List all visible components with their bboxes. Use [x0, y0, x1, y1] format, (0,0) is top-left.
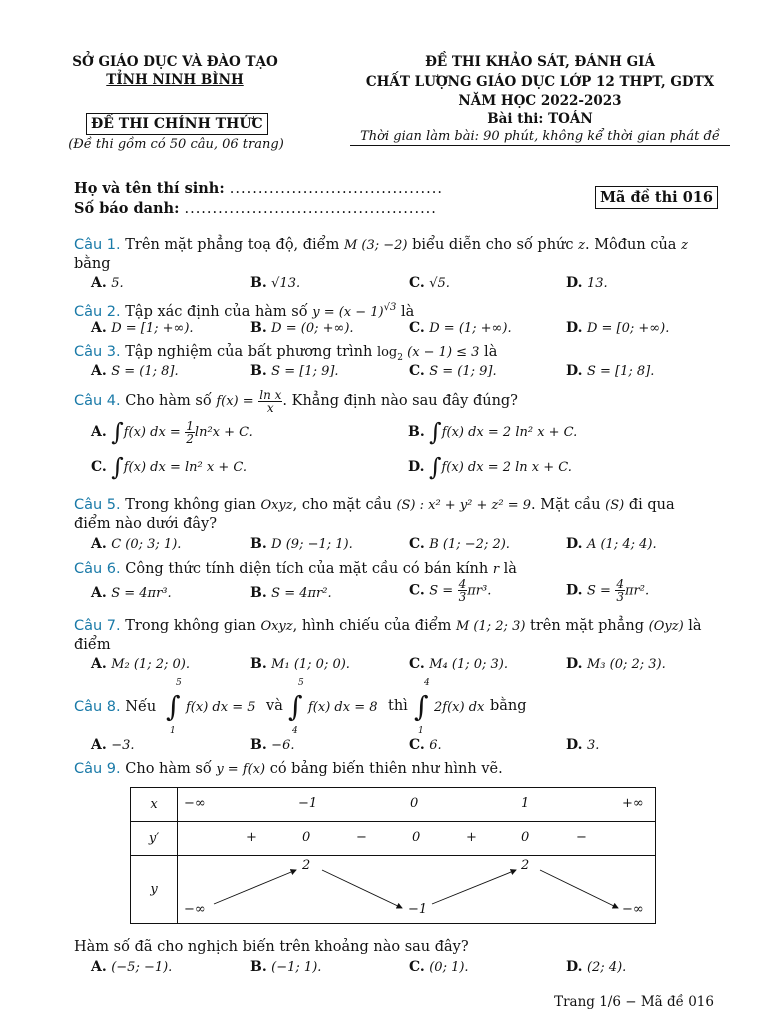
q7-option-c[interactable]: C. M₄ (1; 0; 3). [409, 656, 509, 672]
q9-option-a[interactable]: A. (−5; −1). [91, 959, 173, 975]
integral-1: 5 ∫ 1 f(x) dx = 5 [166, 678, 256, 736]
q9-option-b[interactable]: B. (−1; 1). [250, 959, 322, 975]
q4-option-d[interactable]: D. ∫f(x) dx = 2 ln x + C. [408, 453, 572, 481]
q7-option-d[interactable]: D. M₃ (0; 2; 3). [566, 656, 666, 672]
school-year: NĂM HỌC 2022-2023 [458, 93, 622, 109]
page-footer: Trang 1/6 − Mã đề 016 [554, 994, 714, 1010]
q8-option-a[interactable]: A. −3. [91, 737, 135, 753]
q8-option-d[interactable]: D. 3. [566, 737, 600, 753]
q3-option-c[interactable]: C. S = (1; 9]. [409, 363, 497, 379]
q5-option-a[interactable]: A. C (0; 3; 1). [91, 536, 182, 552]
q6-option-c[interactable]: C. S = $\frac{4}{3}$ πr³. [409, 577, 492, 604]
question-9: Câu 9. Cho hàm số y = f(x) có bảng biến thiên như hình vẽ. [74, 761, 503, 777]
exam-title-line1: ĐỀ THI KHẢO SÁT, ĐÁNH GIÁ [425, 54, 655, 70]
official-exam-badge: ĐỀ THI CHÍNH THỨC [86, 116, 268, 132]
x-row-values: −∞ −1 0 1 +∞ [178, 788, 656, 822]
question-7: Câu 7. Trong không gian Oxyz, hình chiếu của điểm M (1; 2; 3) trên mặt phẳng (Oyz) là điểm [74, 618, 702, 653]
q1-option-b[interactable]: B. √13. [250, 275, 301, 291]
q4-option-b[interactable]: B. ∫f(x) dx = 2 ln² x + C. [408, 418, 578, 446]
integral-2: 5 ∫ 4 f(x) dx = 8 [288, 678, 378, 736]
q3-option-b[interactable]: B. S = [1; 9]. [250, 363, 339, 379]
subject: Bài thi: TOÁN [487, 111, 593, 127]
q1-option-c[interactable]: C. √5. [409, 275, 450, 291]
q6-option-d[interactable]: D. S = $\frac{4}{3}$ πr². [566, 577, 650, 604]
candidate-id-line: Số báo danh: ............................................. [74, 200, 437, 217]
q5-option-c[interactable]: C. B (1; −2; 2). [409, 536, 510, 552]
q9-option-c[interactable]: C. (0; 1). [409, 959, 469, 975]
q2-option-b[interactable]: B. D = (0; +∞). [250, 320, 354, 336]
question-3: Câu 3. Tập nghiệm của bất phương trình $\log_2 (x - 1) \le 3$ là [74, 344, 498, 363]
y-row-label: y [131, 856, 178, 924]
q5-option-b[interactable]: B. D (9; −1; 1). [250, 536, 353, 552]
q3-option-d[interactable]: D. S = [1; 8]. [566, 363, 655, 379]
question-4: Câu 4. Cho hàm số f(x) = $\frac{\text{ln x}}{x}$ . Khẳng định nào sau đây đúng? [74, 387, 518, 415]
y-row-values: −∞ 2 −1 2 −∞ [178, 856, 656, 924]
question-6: Câu 6. Công thức tính diện tích của mặt cầu có bán kính r là [74, 561, 517, 577]
q2-option-a[interactable]: A. D = [1; +∞). [91, 320, 194, 336]
q3-option-a[interactable]: A. S = (1; 8]. [91, 363, 179, 379]
q8-tail: bằng [490, 698, 527, 714]
question-2: Câu 2. Tập xác định của hàm số $y = (x - 1)^{√3}$ là [74, 302, 415, 320]
variation-table [130, 787, 656, 924]
question-5: Câu 5. Trong không gian Oxyz, cho mặt cầu (S) : x² + y² + z² = 9. Mặt cầu (S) đi qua điểm nào dưới đây? [74, 497, 675, 532]
exam-title-line2: CHẤT LƯỢNG GIÁO DỤC LỚP 12 THPT, GDTX [365, 74, 715, 90]
x-row-label: x [131, 788, 178, 822]
yprime-row-values: + 0 − 0 + 0 − [178, 822, 656, 856]
integral-3: 4 ∫ 1 2f(x) dx [414, 678, 485, 736]
q8-option-b[interactable]: B. −6. [250, 737, 295, 753]
exam-page-note: (Đề thi gồm có 50 câu, 06 trang) [68, 137, 284, 152]
q7-option-b[interactable]: B. M₁ (1; 0; 0). [250, 656, 350, 672]
q6-option-b[interactable]: B. S = 4πr². [250, 585, 332, 601]
q8-connector-then: thì [388, 698, 408, 714]
q9-option-d[interactable]: D. (2; 4). [566, 959, 627, 975]
q8-connector-and: và [266, 698, 283, 714]
question-1: Câu 1. Trên mặt phẳng toạ độ, điểm M (3; −2) biểu diễn cho số phức z. Môđun của z bằng [74, 237, 688, 272]
question-9-prompt: Hàm số đã cho nghịch biến trên khoảng nào sau đây? [74, 939, 469, 955]
q1-option-a[interactable]: A. 5. [91, 275, 124, 291]
q5-option-d[interactable]: D. A (1; 4; 4). [566, 536, 657, 552]
q4-option-c[interactable]: C. ∫f(x) dx = ln² x + C. [91, 453, 247, 481]
q7-option-a[interactable]: A. M₂ (1; 2; 0). [91, 656, 190, 672]
exam-duration: Thời gian làm bài: 90 phút, không kể thời gian phát đề [350, 129, 730, 146]
question-8: Câu 8. Nếu [74, 699, 157, 715]
province-name: TỈNH NINH BÌNH [106, 72, 244, 88]
department-name: SỞ GIÁO DỤC VÀ ĐÀO TẠO [72, 54, 278, 70]
q2-option-c[interactable]: C. D = (1; +∞). [409, 320, 512, 336]
q4-option-a[interactable]: A. ∫f(x) dx = $\frac{1}{2}$ ln²x + C. [91, 418, 253, 446]
q8-option-c[interactable]: C. 6. [409, 737, 442, 753]
q2-option-d[interactable]: D. D = [0; +∞). [566, 320, 670, 336]
exam-code-box: Mã đề thi 016 [595, 189, 718, 206]
q6-option-a[interactable]: A. S = 4πr³. [91, 585, 172, 601]
candidate-name-line: Họ và tên thí sinh: ...................................... [74, 180, 443, 197]
yprime-row-label: y′ [131, 822, 178, 856]
q1-option-d[interactable]: D. 13. [566, 275, 608, 291]
variation-arrows [178, 856, 658, 924]
